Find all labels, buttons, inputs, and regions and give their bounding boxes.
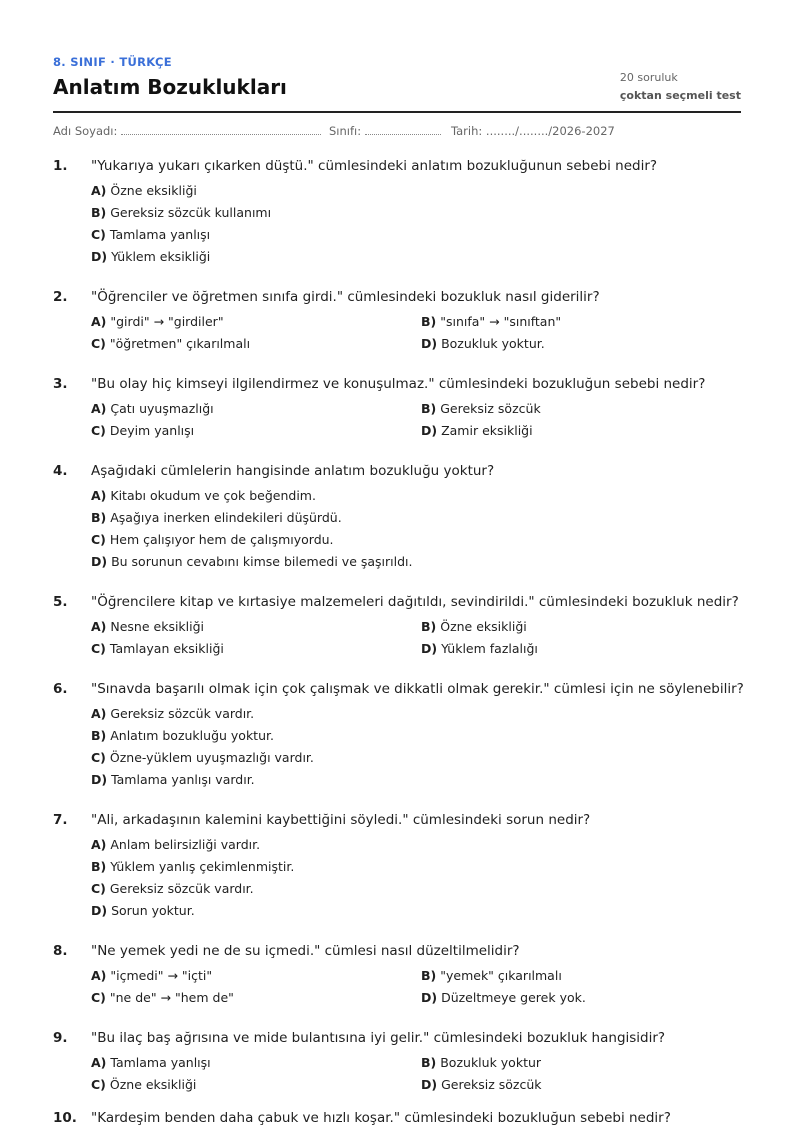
option-letter: A)	[91, 401, 107, 416]
answer-option[interactable]	[91, 968, 212, 983]
option-letter: C)	[91, 423, 106, 438]
option-letter: C)	[91, 227, 106, 242]
answer-option[interactable]	[421, 401, 541, 416]
option-letter: D)	[91, 249, 108, 264]
answer-option[interactable]	[91, 249, 210, 264]
option-letter: D)	[421, 990, 438, 1005]
answer-option[interactable]	[91, 619, 204, 634]
option-text: Anlam belirsizliği vardır.	[110, 837, 261, 852]
option-letter: B)	[421, 1055, 437, 1070]
question-text: "Öğrencilere kitap ve kırtasiye malzemeleri dağıtıldı, sevindirildi." cümlesindeki bozukluk nedir?	[91, 594, 739, 610]
option-text: "yemek" çıkarılmalı	[440, 968, 562, 983]
option-text: "ne de" → "hem de"	[109, 990, 234, 1005]
answer-option[interactable]	[91, 859, 294, 874]
question-number: 4.	[53, 463, 68, 479]
option-letter: B)	[91, 859, 107, 874]
option-letter: A)	[91, 183, 107, 198]
question-text: Aşağıdaki cümlelerin hangisinde anlatım bozukluğu yoktur?	[91, 463, 495, 479]
option-letter: D)	[91, 554, 108, 569]
option-letter: B)	[421, 968, 437, 983]
option-text: Tamlama yanlışı	[110, 1055, 211, 1070]
option-text: Sorun yoktur.	[111, 903, 195, 918]
option-letter: A)	[91, 968, 107, 983]
option-text: "sınıfa" → "sınıftan"	[440, 314, 562, 329]
answer-option[interactable]	[421, 336, 545, 351]
question-text: "Kardeşim benden daha çabuk ve hızlı koşar." cümlesindeki bozukluğun sebebi nedir?	[91, 1110, 671, 1126]
option-text: Gereksiz sözcük	[441, 1077, 542, 1092]
option-text: Nesne eksikliği	[110, 619, 205, 634]
option-text: "içmedi" → "içti"	[110, 968, 213, 983]
option-text: Deyim yanlışı	[109, 423, 195, 438]
option-text: Çatı uyuşmazlığı	[110, 401, 214, 416]
option-text: Kitabı okudum ve çok beğendim.	[110, 488, 316, 503]
worksheet-header	[53, 55, 741, 102]
option-letter: D)	[421, 423, 438, 438]
option-letter: D)	[421, 336, 438, 351]
grade-label: 8. SINIF · TÜRKÇE	[53, 55, 172, 69]
option-text: Gereksiz sözcük vardır.	[110, 706, 255, 721]
option-text: Yüklem yanlış çekimlenmiştir.	[110, 859, 295, 874]
option-text: Yüklem eksikliği	[111, 249, 211, 264]
page-title: Anlatım Bozuklukları	[53, 75, 287, 99]
answer-option[interactable]	[91, 488, 316, 503]
option-text: "girdi" → "girdiler"	[110, 314, 224, 329]
option-letter: A)	[91, 619, 107, 634]
option-letter: C)	[91, 1077, 106, 1092]
question-number: 1.	[53, 158, 68, 174]
option-letter: B)	[91, 205, 107, 220]
class-blank[interactable]	[365, 124, 441, 135]
option-letter: A)	[91, 488, 107, 503]
option-text: "öğretmen" çıkarılmalı	[109, 336, 251, 351]
option-text: Özne eksikliği	[440, 619, 527, 634]
question-number: 6.	[53, 681, 68, 697]
option-letter: B)	[421, 314, 437, 329]
option-text: Özne eksikliği	[109, 1077, 197, 1092]
test-type: çoktan seçmeli test	[619, 89, 741, 102]
answer-option[interactable]	[91, 728, 274, 743]
answer-option[interactable]	[421, 1077, 542, 1092]
option-text: Özne-yüklem uyuşmazlığı vardır.	[109, 750, 314, 765]
question-number: 10.	[53, 1110, 77, 1126]
header-divider	[53, 111, 741, 113]
option-text: Anlatım bozukluğu yoktur.	[110, 728, 274, 743]
option-letter: C)	[91, 990, 106, 1005]
option-letter: D)	[91, 772, 108, 787]
option-text: Özne eksikliği	[110, 183, 197, 198]
answer-option[interactable]	[421, 968, 562, 983]
option-text: Yüklem fazlalığı	[441, 641, 538, 656]
question-count: 20 soruluk	[619, 71, 678, 84]
answer-option[interactable]	[91, 336, 250, 351]
question-number: 8.	[53, 943, 68, 959]
option-letter: B)	[421, 619, 437, 634]
option-text: Gereksiz sözcük kullanımı	[110, 205, 272, 220]
option-letter: B)	[91, 510, 107, 525]
answer-option[interactable]	[91, 1077, 196, 1092]
option-letter: C)	[91, 750, 106, 765]
option-letter: B)	[91, 728, 107, 743]
question-number: 7.	[53, 812, 68, 828]
question-text: "Bu ilaç baş ağrısına ve mide bulantısına iyi gelir." cümlesindeki bozukluk hangisidir?	[91, 1030, 666, 1046]
answer-option[interactable]	[421, 990, 586, 1005]
option-letter: C)	[91, 641, 106, 656]
question-number: 2.	[53, 289, 68, 305]
option-text: Zamir eksikliği	[441, 423, 533, 438]
answer-option[interactable]	[91, 837, 260, 852]
question-text: "Yukarıya yukarı çıkarken düştü." cümlesindeki anlatım bozukluğunun sebebi nedir?	[91, 158, 658, 174]
class-label: Sınıfı:	[329, 124, 362, 138]
option-letter: C)	[91, 881, 106, 896]
option-text: Aşağıya inerken elindekileri düşürdü.	[110, 510, 342, 525]
answer-option[interactable]	[91, 205, 271, 220]
question-number: 5.	[53, 594, 68, 610]
answer-option[interactable]	[421, 1055, 541, 1070]
option-text: Tamlayan eksikliği	[109, 641, 224, 656]
answer-option[interactable]	[421, 314, 561, 329]
name-label: Adı Soyadı:	[53, 124, 118, 138]
option-letter: D)	[421, 641, 438, 656]
answer-option[interactable]	[91, 706, 254, 721]
option-text: Bozukluk yoktur	[440, 1055, 542, 1070]
option-text: Gereksiz sözcük vardır.	[109, 881, 254, 896]
answer-option[interactable]	[91, 183, 197, 198]
answer-option[interactable]	[91, 532, 334, 547]
question-number: 3.	[53, 376, 68, 392]
answer-option[interactable]	[91, 641, 224, 656]
option-letter: D)	[421, 1077, 438, 1092]
option-text: Bu sorunun cevabını kimse bilemedi ve şaşırıldı.	[111, 554, 413, 569]
option-letter: A)	[91, 706, 107, 721]
option-text: Bozukluk yoktur.	[441, 336, 545, 351]
option-text: Tamlama yanlışı vardır.	[111, 772, 255, 787]
test-meta	[620, 71, 741, 102]
question-text: "Ne yemek yedi ne de su içmedi." cümlesi nasıl düzeltilmelidir?	[91, 943, 520, 959]
option-letter: A)	[91, 837, 107, 852]
answer-option[interactable]	[91, 903, 195, 918]
option-letter: B)	[421, 401, 437, 416]
answer-option[interactable]	[91, 772, 255, 787]
question-text: "Sınavda başarılı olmak için çok çalışmak ve dikkatli olmak gerekir." cümlesi için ne söylenebilir?	[91, 681, 744, 697]
name-blank[interactable]	[121, 124, 321, 135]
answer-option[interactable]	[91, 554, 412, 569]
date-label: Tarih:	[451, 124, 483, 138]
answer-option[interactable]	[91, 510, 342, 525]
option-text: Düzeltmeye gerek yok.	[441, 990, 586, 1005]
answer-option[interactable]	[91, 227, 210, 242]
answer-option[interactable]	[91, 750, 314, 765]
date-field[interactable]	[451, 124, 615, 138]
question-text: "Öğrenciler ve öğretmen sınıfa girdi." cümlesindeki bozukluk nasıl giderilir?	[91, 289, 600, 305]
answer-option[interactable]	[91, 314, 224, 329]
option-letter: A)	[91, 1055, 107, 1070]
option-letter: A)	[91, 314, 107, 329]
answer-option[interactable]	[91, 881, 254, 896]
answer-option[interactable]	[91, 990, 234, 1005]
class-field[interactable]	[329, 124, 441, 138]
option-text: Hem çalışıyor hem de çalışmıyordu.	[109, 532, 334, 547]
question-number: 9.	[53, 1030, 68, 1046]
answer-option[interactable]	[421, 423, 533, 438]
option-letter: C)	[91, 336, 106, 351]
answer-option[interactable]	[421, 619, 527, 634]
answer-option[interactable]	[91, 1055, 211, 1070]
option-letter: C)	[91, 532, 106, 547]
option-text: Tamlama yanlışı	[109, 227, 211, 242]
name-field[interactable]	[53, 124, 321, 138]
question-text: "Ali, arkadaşının kalemini kaybettiğini söyledi." cümlesindeki sorun nedir?	[91, 812, 591, 828]
answer-option[interactable]	[91, 401, 214, 416]
answer-option[interactable]	[421, 641, 538, 656]
option-letter: D)	[91, 903, 108, 918]
date-value: ......../......../2026-2027	[485, 124, 615, 138]
question-text: "Bu olay hiç kimseyi ilgilendirmez ve konuşulmaz." cümlesindeki bozukluğun sebebi nedir?	[91, 376, 706, 392]
answer-option[interactable]	[91, 423, 194, 438]
option-text: Gereksiz sözcük	[440, 401, 541, 416]
